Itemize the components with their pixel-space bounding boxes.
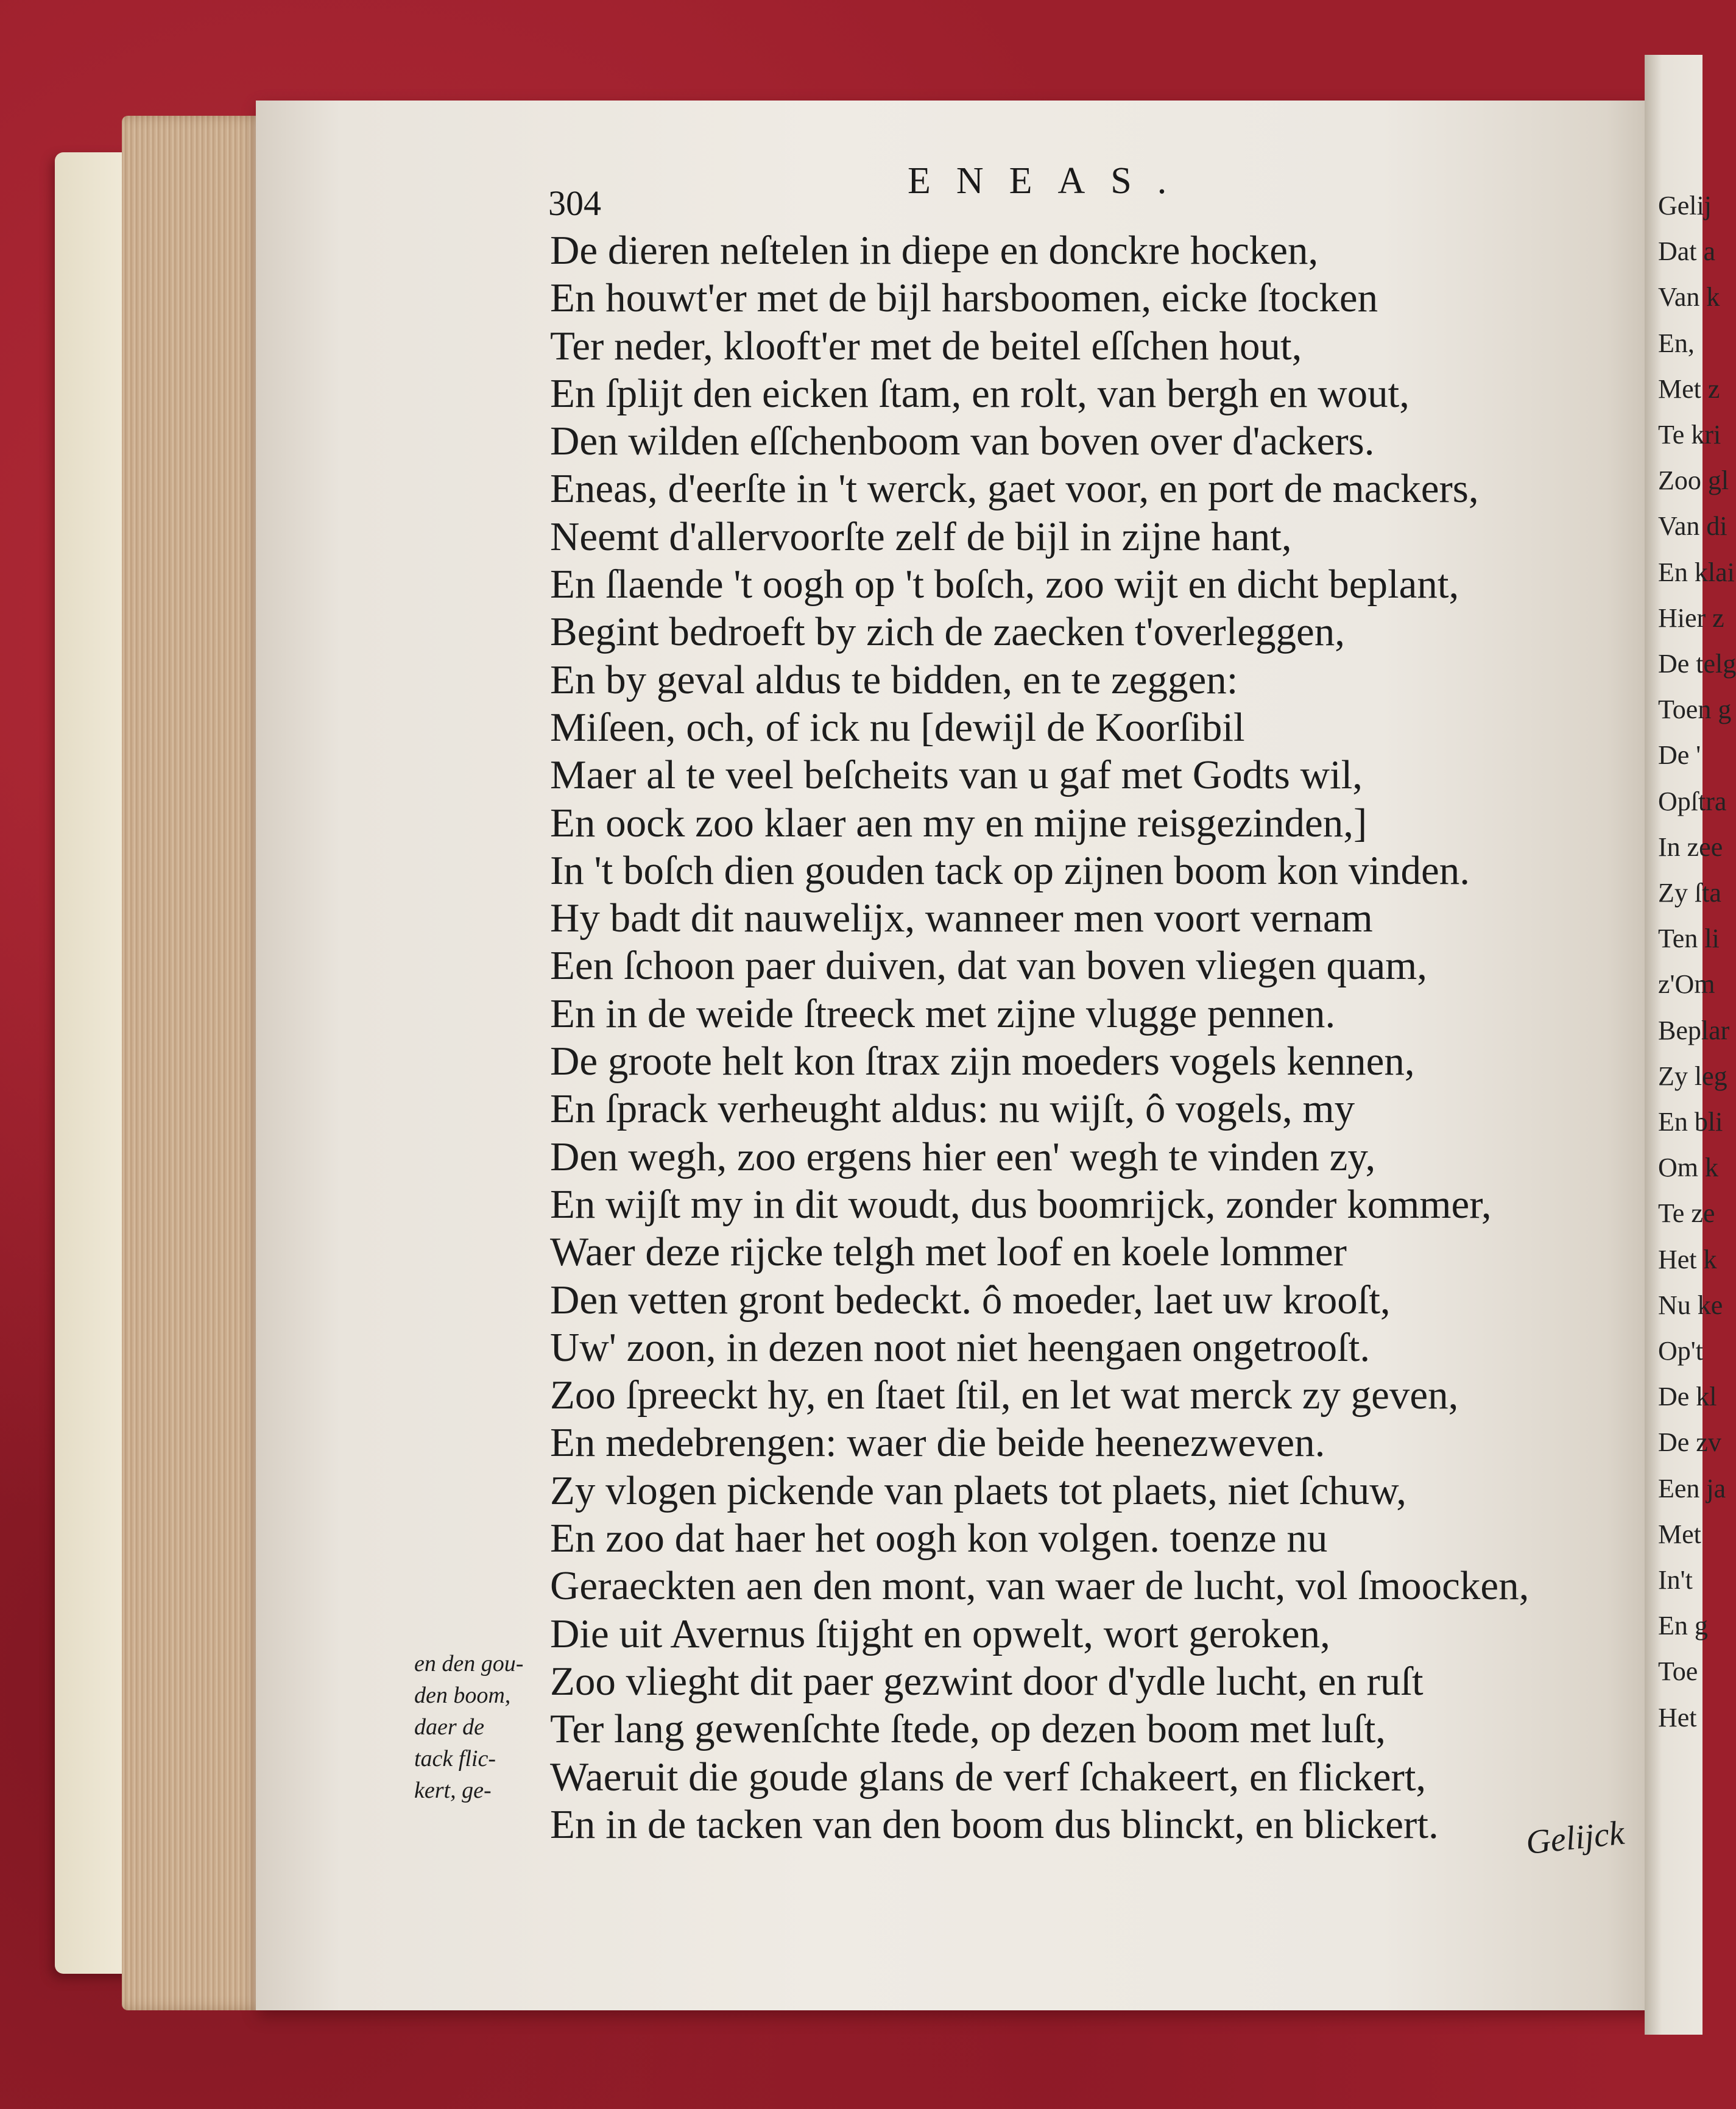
verse-line: Waeruit die goude glans de verf ſchakeert, en flickert, [550, 1754, 1427, 1800]
facing-page-line: Beplar [1658, 1015, 1730, 1045]
facing-page-line: De telg [1658, 649, 1736, 679]
facing-page-line: Met [1658, 1519, 1701, 1549]
verse-line: Hy badt dit nauwelijx, wanneer men voort vernam [550, 896, 1373, 941]
verse-line: Geraeckten aen den mont, van waer de lucht, vol ſmoocken, [550, 1563, 1530, 1609]
verse-line: Den vetten gront bedeckt. ô moeder, laet uw krooſt, [550, 1277, 1391, 1323]
facing-page-line: Met z [1658, 373, 1720, 404]
poem-text [550, 227, 1634, 1848]
verse-line: En ſplijt den eicken ſtam, en rolt, van bergh en wout, [550, 370, 1410, 416]
verse-line: De dieren neſtelen in diepe en donckre hocken, [550, 228, 1319, 273]
facing-page-line: Dat a [1658, 236, 1716, 267]
facing-page-line: En klai [1658, 557, 1735, 587]
verse-line: En in de tacken van den boom dus blinckt, en blickert. [550, 1801, 1439, 1847]
margin-note-line: kert, ge- [414, 1778, 492, 1803]
facing-page-line: Zy ſta [1658, 878, 1721, 908]
verse-line: Den wegh, zoo ergens hier een' wegh te vinden zy, [550, 1134, 1376, 1179]
verse-line: Een ſchoon paer duiven, dat van boven vliegen quam, [550, 943, 1428, 989]
catchword: Gelijck [1524, 1814, 1626, 1862]
facing-page-line: Hier z [1658, 602, 1724, 633]
facing-page-line: Zy leg [1658, 1061, 1727, 1091]
facing-page-line: Opſtra [1658, 786, 1727, 816]
verse-line: Ter lang gewenſchte ſtede, op dezen boom met luſt, [550, 1706, 1386, 1752]
verse-line: Eneas, d'eerſte in 't werck, gaet voor, en port de mackers, [550, 466, 1479, 512]
verse-line: Zoo vlieght dit paer gezwint door d'ydle lucht, en ruſt [550, 1658, 1424, 1704]
verse-line: Die uit Avernus ſtijght en opwelt, wort geroken, [550, 1611, 1330, 1656]
verse-line: Uw' zoon, in dezen noot niet heengaen ongetrooſt. [550, 1324, 1371, 1370]
verse-line: En houwt'er met de bijl harsboomen, eicke ſtocken [550, 275, 1378, 321]
verse-line: Zoo ſpreeckt hy, en ſtaet ſtil, en let wat merck zy geven, [550, 1372, 1459, 1418]
facing-page-line: De zv [1658, 1427, 1721, 1458]
page-number: 304 [548, 183, 601, 223]
facing-page-line: En g [1658, 1611, 1708, 1641]
verse-line: Waer deze rijcke telgh met loof en koele lommer [550, 1229, 1347, 1275]
verse-line: De groote helt kon ſtrax zijn moeders vogels kennen, [550, 1039, 1415, 1084]
facing-page-line: De ' [1658, 740, 1701, 771]
verse-line: Miſeen, och, of ick nu [dewijl de Koorſibil [550, 704, 1245, 750]
facing-page-line: In't [1658, 1565, 1693, 1595]
facing-page-line: Ten li [1658, 924, 1720, 954]
verse-line: En wijſt my in dit woudt, dus boomrijck, zonder kommer, [550, 1181, 1492, 1227]
page-edges [122, 116, 268, 2010]
facing-page-line: Te kri [1658, 420, 1721, 450]
verse-line: Den wilden eſſchenboom van boven over d'ackers. [550, 419, 1375, 464]
facing-page-line: Te ze [1658, 1198, 1715, 1229]
facing-page-line: Toen g [1658, 694, 1732, 725]
verse-line: En medebrengen: waer die beide heenezweven. [550, 1420, 1325, 1466]
running-head-title: ENEAS. [908, 160, 1193, 202]
verse-line: En in de weide ſtreeck met zijne vlugge pennen. [550, 991, 1336, 1036]
facing-page-line: Toe [1658, 1656, 1698, 1687]
facing-page-line: Op't [1658, 1336, 1703, 1366]
verse-line: Maer al te veel beſcheits van u gaf met Godts wil, [550, 752, 1363, 798]
verse-line: Ter neder, klooft'er met de beitel eſſchen hout, [550, 323, 1302, 369]
verse-line: En by geval aldus te bidden, en te zeggen: [550, 657, 1238, 702]
facing-page-line: Een ja [1658, 1473, 1726, 1503]
facing-page-line: Nu ke [1658, 1290, 1723, 1320]
margin-note [414, 1648, 530, 1806]
verse-line: En ſlaende 't oogh op 't boſch, zoo wijt en dicht beplant, [550, 562, 1459, 607]
verse-line: Zy vlogen pickende van plaets tot plaets, niet ſchuw, [550, 1468, 1406, 1513]
facing-page-line: Van di [1658, 511, 1727, 542]
margin-note-line: tack flic- [414, 1746, 496, 1772]
margin-note-line: den boom, [414, 1683, 511, 1708]
facing-page-line: In zee [1658, 832, 1723, 862]
margin-note-line: daer de [414, 1714, 485, 1740]
facing-page-line: Van k [1658, 282, 1720, 313]
verse-line: En zoo dat haer het oogh kon volgen. toenze nu [550, 1516, 1328, 1561]
facing-page-fragment [1645, 55, 1736, 2035]
facing-page-line: En, [1658, 328, 1695, 358]
verse-line: Begint bedroeft by zich de zaecken t'overleggen, [550, 609, 1345, 655]
facing-page-line: Zoo gl [1658, 465, 1729, 496]
facing-page-line: z'Om [1658, 969, 1715, 1000]
facing-page-line: De kl [1658, 1382, 1717, 1412]
margin-note-line: en den gou- [414, 1651, 524, 1676]
facing-page-line: Het k [1658, 1244, 1717, 1274]
facing-page-line: Om k [1658, 1153, 1718, 1183]
verse-line: Neemt d'allervoorſte zelf de bijl in zijne hant, [550, 514, 1292, 559]
facing-page-line: En bli [1658, 1107, 1723, 1137]
verse-line: In 't boſch dien gouden tack op zijnen boom kon vinden. [550, 847, 1470, 893]
verse-line: En oock zoo klaer aen my en mijne reisgezinden,] [550, 800, 1367, 846]
facing-page-line: Het [1658, 1702, 1697, 1733]
facing-page-line: Gelij [1658, 191, 1712, 221]
verse-line: En ſprack verheught aldus: nu wijſt, ô vogels, my [550, 1086, 1355, 1132]
